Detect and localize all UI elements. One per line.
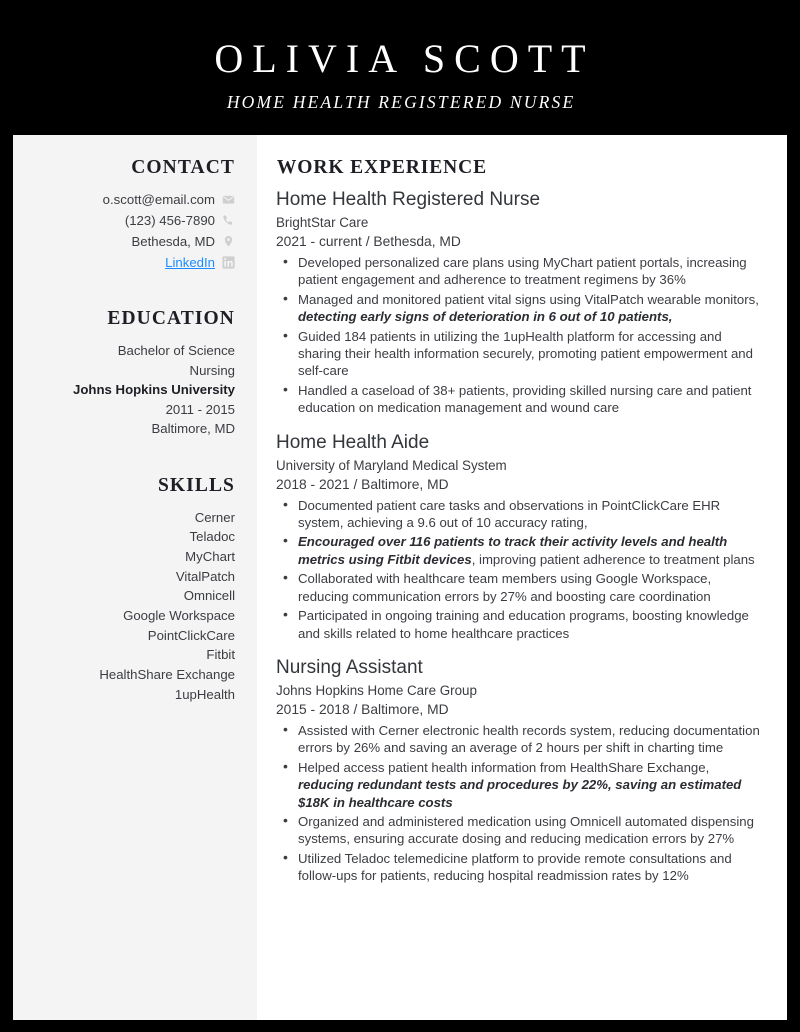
contact-item-label: (123) 456-7890 bbox=[124, 213, 215, 228]
resume-body bbox=[13, 135, 787, 1020]
contact-list bbox=[27, 190, 235, 272]
job-entry bbox=[276, 655, 765, 885]
education-list bbox=[27, 341, 235, 439]
job-title: Nursing Assistant bbox=[276, 656, 423, 678]
education-line: Bachelor of Science bbox=[117, 343, 235, 358]
skills-list bbox=[27, 508, 235, 705]
contact-item-location-pin bbox=[27, 232, 235, 251]
sidebar bbox=[13, 135, 257, 1020]
job-bullet: • Documented patient care tasks and observations in PointClickCare EHR system, achieving a 9.6 out of 10 accuracy rating, bbox=[276, 497, 765, 532]
page-title: OLIVIA SCOTT bbox=[214, 35, 595, 81]
job-bullet: • Managed and monitored patient vital signs using VitalPatch wearable monitors, detecting early signs of deterioration in 6 out of 10 patients, bbox=[276, 291, 765, 326]
job-title: Home Health Registered Nurse bbox=[276, 189, 541, 210]
contact-item-linkedin[interactable] bbox=[27, 253, 235, 272]
resume-page bbox=[13, 13, 787, 1020]
job-bullet: • Developed personalized care plans using MyChart patient portals, increasing patient engagement and adherence to treatment regimens by 36% bbox=[276, 254, 765, 289]
skill-item: PointClickCare bbox=[147, 627, 235, 643]
job-bullet-list bbox=[276, 722, 765, 885]
education-line: Johns Hopkins University bbox=[73, 382, 235, 397]
skills-section-heading: SKILLS bbox=[157, 474, 235, 496]
job-bullet: • Collaborated with healthcare team members using Google Workspace, reducing communication errors by 27% and boosting care coordination bbox=[276, 570, 765, 605]
job-bullet-list bbox=[276, 254, 765, 417]
job-bullet: • Assisted with Cerner electronic health records system, reducing documentation errors by 26% and saving an average of 2 hours per shift in charting time bbox=[276, 722, 765, 757]
job-bullet: • Helped access patient health information from HealthShare Exchange, reducing redundant tests and procedures by 22%, saving an estimated $18K in healthcare costs bbox=[276, 759, 765, 811]
job-bullet: • Guided 184 patients in utilizing the 1upHealth platform for accessing and sharing their health information securely, promoting patient empowerment and self-care bbox=[276, 328, 765, 380]
skill-item: Google Workspace bbox=[123, 608, 235, 624]
job-bullet-list bbox=[276, 497, 765, 642]
skill-item: Teladoc bbox=[189, 529, 235, 545]
job-bullet: • Handled a caseload of 38+ patients, providing skilled nursing care and patient education on medication management and wound care bbox=[276, 382, 765, 417]
job-title: Home Health Aide bbox=[276, 431, 430, 453]
job-company: University of Maryland Medical System bbox=[276, 457, 507, 473]
education-section-heading: EDUCATION bbox=[107, 308, 235, 329]
skill-item: Cerner bbox=[194, 509, 235, 525]
main-column bbox=[257, 135, 787, 1020]
contact-section-heading: CONTACT bbox=[131, 157, 235, 178]
job-dates-location: 2021 - current / Bethesda, MD bbox=[276, 234, 461, 249]
contact-item-phone bbox=[27, 211, 235, 230]
linkedin-icon bbox=[222, 256, 235, 269]
contact-item-label[interactable]: LinkedIn bbox=[165, 255, 215, 270]
job-bullet: • Encouraged over 116 patients to track their activity levels and health metrics using Fitbit devices, improving patient adherence to treatment plans bbox=[276, 533, 765, 568]
job-entry bbox=[276, 187, 765, 417]
job-company: BrightStar Care bbox=[276, 215, 369, 230]
job-bullet: • Organized and administered medication using Omnicell automated dispensing systems, ensuring accurate dosing and reducing medication errors by 27% bbox=[276, 813, 765, 848]
jobs-list bbox=[276, 187, 765, 885]
skill-item: Fitbit bbox=[206, 647, 235, 663]
header-subtitle: HOME HEALTH REGISTERED NURSE bbox=[226, 91, 576, 112]
education-line: Nursing bbox=[189, 362, 235, 378]
contact-item-label: Bethesda, MD bbox=[131, 234, 215, 249]
phone-icon bbox=[222, 214, 235, 227]
resume-header bbox=[13, 13, 787, 135]
skill-item: HealthShare Exchange bbox=[99, 667, 235, 683]
job-bullet: • Utilized Teladoc telemedicine platform to provide remote consultations and follow-ups for patients, reducing hospital readmission rates by 12% bbox=[276, 850, 765, 885]
skill-item: MyChart bbox=[185, 548, 235, 564]
location-pin-icon bbox=[222, 235, 235, 248]
contact-item-envelope bbox=[27, 190, 235, 209]
job-dates-location: 2018 - 2021 / Baltimore, MD bbox=[276, 476, 449, 492]
education-line: 2011 - 2015 bbox=[165, 401, 235, 417]
skill-item: Omnicell bbox=[183, 588, 235, 604]
contact-item-label: o.scott@email.com bbox=[102, 192, 215, 207]
skill-item: VitalPatch bbox=[175, 568, 235, 584]
job-bullet: • Participated in ongoing training and education programs, boosting knowledge and skills related to home healthcare practices bbox=[276, 607, 765, 642]
skill-item: 1upHealth bbox=[174, 686, 235, 702]
job-entry bbox=[276, 430, 765, 642]
work-experience-heading: WORK EXPERIENCE bbox=[276, 157, 488, 178]
education-line: Baltimore, MD bbox=[151, 421, 235, 436]
job-dates-location: 2015 - 2018 / Baltimore, MD bbox=[276, 701, 449, 717]
job-company: Johns Hopkins Home Care Group bbox=[276, 682, 477, 698]
envelope-icon bbox=[222, 193, 235, 206]
